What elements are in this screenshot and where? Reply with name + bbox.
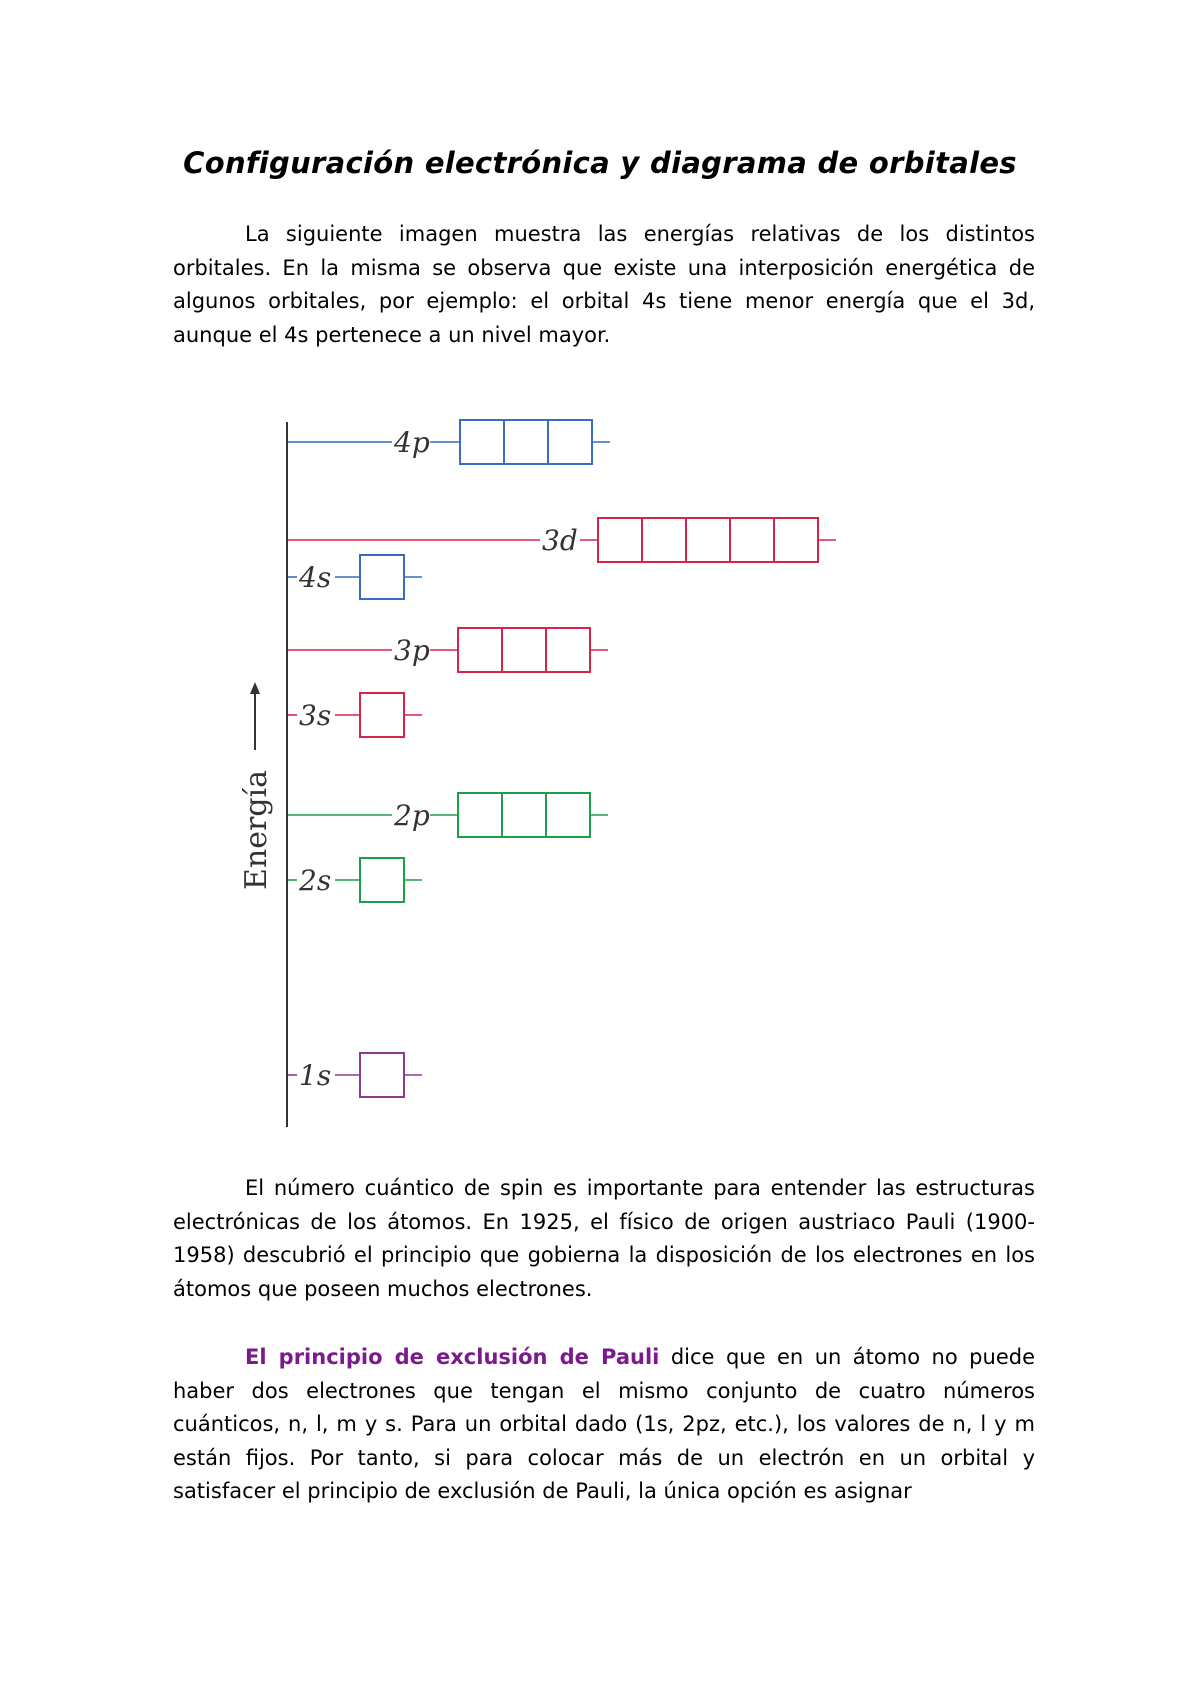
- orbital-2s-label: 2s: [299, 864, 332, 897]
- orbital-3d-box-5: [774, 518, 818, 562]
- orbital-3p-box-2: [502, 628, 546, 672]
- orbital-3s-label: 3s: [299, 699, 332, 732]
- orbital-3d-box-4: [730, 518, 774, 562]
- orbital-3p: [288, 628, 608, 672]
- pauli-principle-highlight: El principio de exclusión de Pauli: [245, 1345, 660, 1369]
- orbital-3s: [288, 693, 422, 737]
- pauli-paragraph-text: dice que en un átomo no puede haber dos electrones que tengan el mismo conjunto de cuatro números cuánticos, n, l, m y s. Para un orbital dado (1s, 2pz, etc.), los valores de n, l y m están fijos. Por tanto, si para colocar más de un electrón en un orbital y satisfacer el principio de exclusión de Pauli, la única opción es asignar: [173, 1345, 1035, 1503]
- orbital-2p: [288, 793, 608, 837]
- pauli-paragraph: [173, 1341, 1035, 1509]
- orbital-4p: [288, 420, 610, 464]
- orbital-1s-box-1: [360, 1053, 404, 1097]
- orbital-4p-box-3: [548, 420, 592, 464]
- orbital-3s-box-1: [360, 693, 404, 737]
- orbital-4s: [288, 555, 422, 599]
- orbital-3d-box-1: [598, 518, 642, 562]
- orbital-2p-box-1: [458, 793, 502, 837]
- orbital-2p-label: 2p: [394, 799, 430, 832]
- orbital-4s-label: 4s: [299, 561, 332, 594]
- page-title: Configuración electrónica y diagrama de orbitales: [183, 146, 1017, 180]
- orbital-2s: [288, 858, 422, 902]
- orbital-energy-diagram: [230, 410, 850, 1140]
- orbital-3d-label: 3d: [542, 524, 578, 557]
- orbital-3p-box-3: [546, 628, 590, 672]
- orbital-4s-box-1: [360, 555, 404, 599]
- energy-arrow-icon: [250, 682, 260, 750]
- orbital-2p-box-3: [546, 793, 590, 837]
- orbital-3p-box-1: [458, 628, 502, 672]
- orbital-1s-label: 1s: [299, 1059, 332, 1092]
- orbital-2p-box-2: [502, 793, 546, 837]
- spin-paragraph: El número cuántico de spin es importante para entender las estructuras electrónicas de los átomos. En 1925, el físico de origen austriaco Pauli (1900-1958) descubrió el principio que gobierna la disposición de los electrones en los átomos que poseen muchos electrones.: [173, 1176, 1035, 1301]
- energy-axis-label: Energía: [239, 770, 274, 890]
- orbital-2s-box-1: [360, 858, 404, 902]
- orbital-1s: [288, 1053, 422, 1097]
- intro-paragraph: La siguiente imagen muestra las energías relativas de los distintos orbitales. En la misma se observa que existe una interposición energética de algunos orbitales, por ejemplo: el orbital 4s tiene menor energía que el 3d, aunque el 4s pertenece a un nivel mayor.: [173, 222, 1035, 347]
- orbital-3d-box-2: [642, 518, 686, 562]
- orbital-4p-label: 4p: [394, 426, 430, 459]
- orbital-4p-box-1: [460, 420, 504, 464]
- orbital-4p-box-2: [504, 420, 548, 464]
- orbital-3p-label: 3p: [394, 634, 430, 667]
- orbital-3d-box-3: [686, 518, 730, 562]
- orbital-levels: [288, 420, 836, 1097]
